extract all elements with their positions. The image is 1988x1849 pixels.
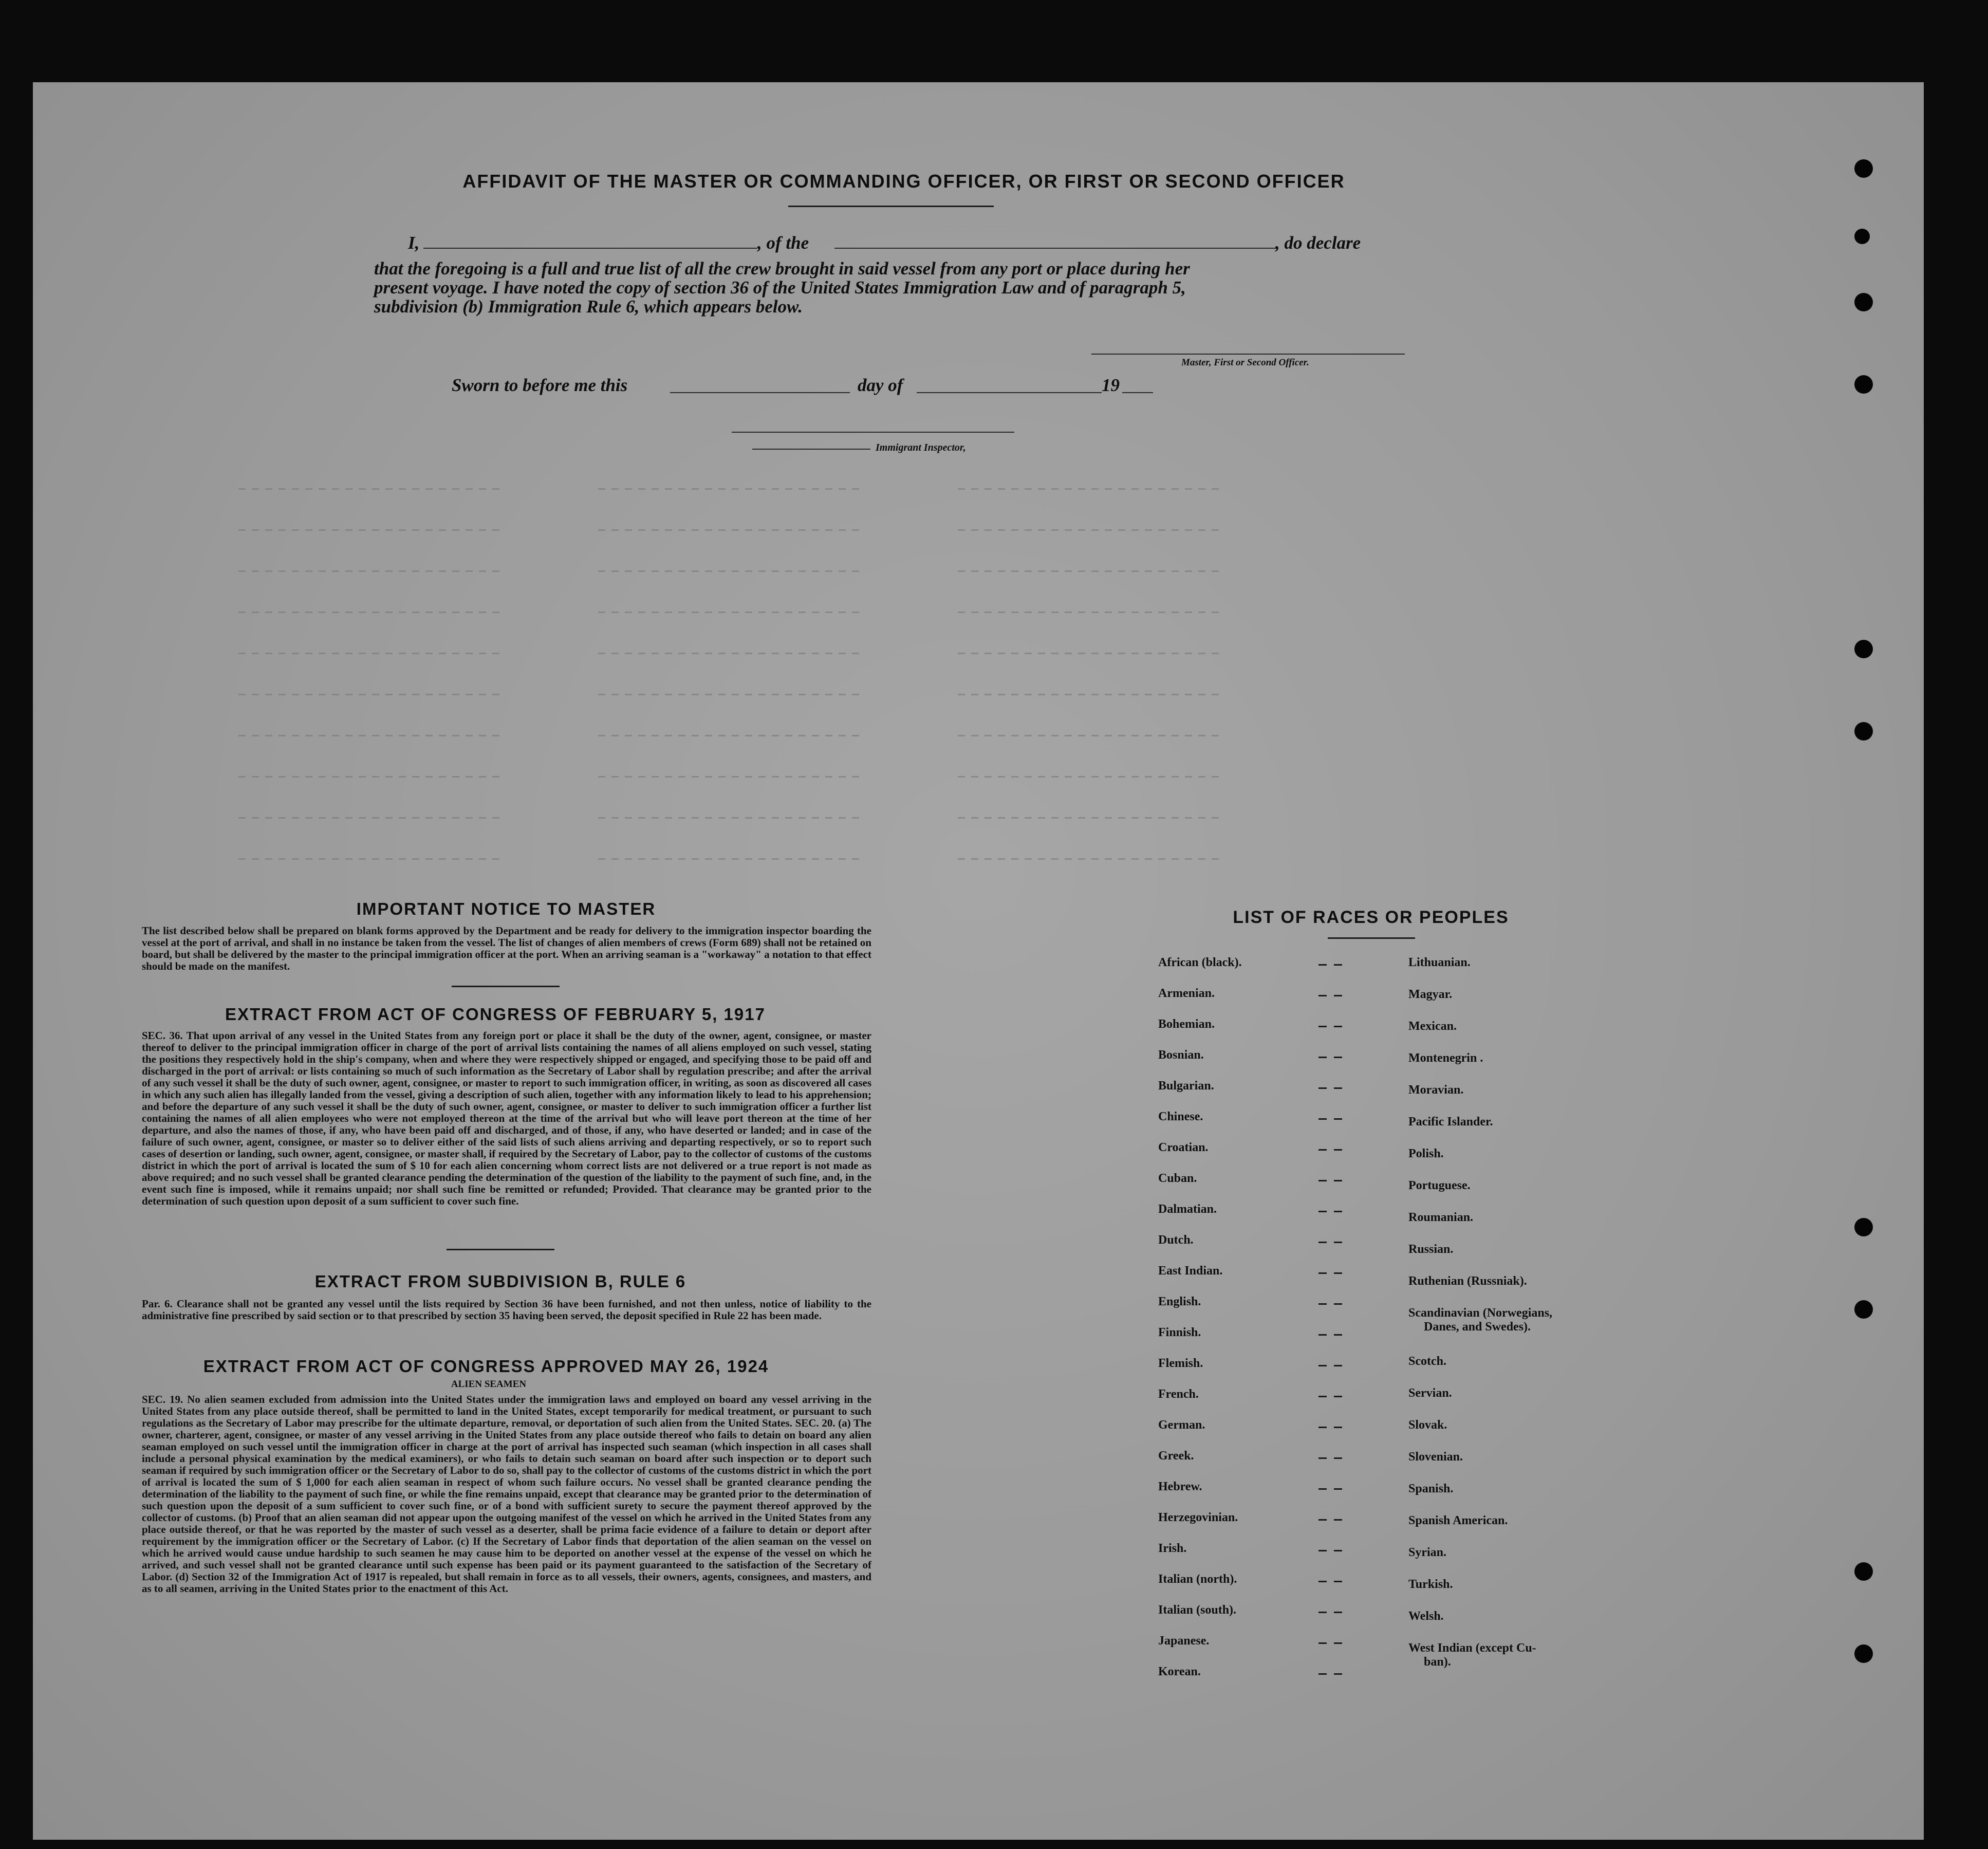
race-right-label: Spanish.: [1408, 1482, 1454, 1495]
bleed-through-row: [238, 488, 506, 490]
bleed-through-row: [598, 735, 865, 736]
extract-1924-title: EXTRACT FROM ACT OF CONGRESS APPROVED MAY 26, 1924: [203, 1357, 769, 1376]
bleed-through-row: [238, 694, 506, 695]
race-right-item: [1408, 1243, 1453, 1256]
race-left-dash: [1318, 964, 1347, 966]
race-right-label: Pacific Islander.: [1408, 1115, 1493, 1129]
race-left-dash: [1318, 1026, 1347, 1027]
race-right-item: [1408, 1514, 1508, 1528]
race-right-item: [1408, 1306, 1552, 1334]
race-left-item: Croatian.: [1158, 1141, 1209, 1154]
race-right-label: Magyar.: [1408, 988, 1453, 1001]
race-left-item: African (black).: [1158, 956, 1242, 969]
race-right-item: [1408, 1020, 1457, 1033]
punch-hole: [1854, 1644, 1873, 1663]
race-right-item: [1408, 1610, 1444, 1623]
punch-hole: [1854, 722, 1873, 741]
race-right-item: [1408, 1274, 1527, 1288]
bleed-through-row: [598, 858, 865, 860]
race-right-item: [1408, 1211, 1473, 1225]
race-left-item: Finnish.: [1158, 1326, 1201, 1339]
race-left-dash: [1318, 1673, 1347, 1675]
extract-1917-divider: [447, 1249, 554, 1250]
race-right-item: [1408, 1482, 1453, 1496]
races-underline: [1328, 937, 1415, 939]
punch-hole: [1854, 640, 1873, 658]
race-right-item: [1408, 1386, 1452, 1400]
race-left-item: Bosnian.: [1158, 1048, 1204, 1062]
bleed-through-row: [238, 776, 506, 778]
race-left-item: Dalmatian.: [1158, 1203, 1217, 1216]
race-right-label: Polish.: [1408, 1147, 1444, 1160]
bleed-through-row: [238, 529, 506, 531]
race-right-item: [1408, 1546, 1446, 1560]
extract-1917-title: EXTRACT FROM ACT OF CONGRESS OF FEBRUARY 5, 1917: [225, 1005, 766, 1024]
race-right-label: Portuguese.: [1408, 1179, 1471, 1192]
bleed-through-row: [238, 653, 506, 654]
notice-title: IMPORTANT NOTICE TO MASTER: [356, 899, 656, 918]
race-right-label: Scotch.: [1408, 1355, 1446, 1368]
race-right-item: [1408, 1147, 1444, 1161]
bleed-through-row: [598, 570, 865, 572]
race-right-label: Slovenian.: [1408, 1450, 1463, 1464]
race-right-label: Mexican.: [1408, 1020, 1457, 1033]
race-left-dash: [1318, 1118, 1347, 1120]
race-left-item: Dutch.: [1158, 1233, 1194, 1247]
sworn-month-line[interactable]: [917, 392, 1102, 393]
bleed-through-row: [598, 776, 865, 778]
extract-1924-text: SEC. 19. No alien seamen excluded from admission into the United States under the immigration laws and employed on board any vessel arriving in the United States from any place outside thereof, shall be permitted to land in the United States, except temporarily for medical treatment, or pursuant to such regulations as the Secretary of Labor may prescribe for the ultimate departure, removal, or deportation of such alien from the United States. SEC. 20. (a) The owner, charterer, agent, consignee, or master of any vessel arriving in the United States from any place outside thereof who fails to detain on board any alien seaman employed on such vessel until the immigration officer in charge at the port of arrival has inspected such seaman (which inspection in all cases shall include a personal physical examination by the medical examiners), or who fails to detain such seaman on board after such inspection or to deport such seaman if required by such immigration officer or the Secretary of Labor to do so, shall pay to the collector of customs of the customs district in which the port of arrival is located the sum of $ 1,000 for each alien seaman in respect of whom such failure occurs. No vessel shall be granted clearance pending the determination of the liability to the payment of such fine, or while the fine remains unpaid, except that clearance may be granted prior to the determination of such question upon the deposit of a sum sufficient to cover such fine, or of a bond with sufficient surety to secure the payment thereof approved by the collector of customs. (b) Proof that an alien seaman did not appear upon the outgoing manifest of the vessel on which he arrived in the United States from any place outside thereof, or that he was reported by the master of such vessel as a deserter, shall be prima facie evidence of a failure to detain or deport after requirement by the immigration officer or the Secretary of Labor. (c) If the Secretary of Labor finds that deportation of the alien seaman on the vessel on which he arrived would cause undue hardship to such seamen he may cause him to be deported on another vessel at the expense of the vessel on which he arrived, and such vessel shall not be granted clearance until such expense has been paid or its payment guaranteed to the satisfaction of the Secretary of Labor. (d) Section 32 of the Immigration Act of 1917 is repealed, but shall remain in force as to all vessels, their owners, agents, consignees, and masters, and as to all seamen, arriving in the United States prior to the enactment of this Act.: [142, 1393, 871, 1595]
race-left-item: Bulgarian.: [1158, 1079, 1214, 1093]
bleed-through-row: [958, 653, 1225, 654]
race-left-item: Chinese.: [1158, 1110, 1203, 1123]
race-right-item: [1408, 1578, 1453, 1592]
notice-text: The list described below shall be prepared on blank forms approved by the Department and be ready for delivery to the immigration inspector boarding the vessel at the port of arrival, and shall in no instance be taken from the vessel. The list of changes of alien members of crews (Form 689) shall not be retained on board, but shall be delivered by the master to the principal immigration officer at the port. When an arriving seaman is a "workaway" a notation to that effect should be made on the manifest.: [142, 924, 871, 972]
declaration-do-declare: , do declare: [1275, 233, 1361, 253]
sworn-year: 19: [1102, 375, 1120, 395]
race-left-dash: [1318, 1303, 1347, 1305]
race-right-label: Lithuanian.: [1408, 956, 1471, 969]
signature-line[interactable]: [1091, 354, 1405, 355]
race-left-item: Cuban.: [1158, 1172, 1197, 1185]
race-left-dash: [1318, 1365, 1347, 1366]
punch-hole: [1854, 1218, 1873, 1236]
inspector-signature-line[interactable]: [732, 432, 1014, 433]
bleed-through-row: [238, 858, 506, 860]
race-left-dash: [1318, 1272, 1347, 1274]
race-right-label: Scandinavian (Norwegians,: [1408, 1306, 1553, 1320]
race-right-label: Montenegrin .: [1408, 1051, 1483, 1065]
races-title: LIST OF RACES OR PEOPLES: [1233, 908, 1509, 927]
race-left-dash: [1318, 1427, 1347, 1428]
race-left-item: Italian (south).: [1158, 1603, 1237, 1617]
vessel-field-line[interactable]: [834, 248, 1276, 249]
race-left-dash: [1318, 1334, 1347, 1336]
bleed-through-row: [958, 858, 1225, 860]
race-left-item: Hebrew.: [1158, 1480, 1202, 1493]
race-right-label: West Indian (except Cu-: [1408, 1641, 1536, 1655]
document-sheet: [33, 82, 1924, 1840]
race-right-label: Moravian.: [1408, 1083, 1464, 1097]
race-right-label-continued: Danes, and Swedes).: [1424, 1320, 1531, 1334]
rule6-title: EXTRACT FROM SUBDIVISION B, RULE 6: [314, 1272, 686, 1291]
bleed-through-row: [958, 776, 1225, 778]
race-left-item: Flemish.: [1158, 1357, 1203, 1370]
race-left-item: French.: [1158, 1388, 1199, 1401]
race-left-dash: [1318, 1057, 1347, 1058]
bleed-through-row: [238, 735, 506, 736]
bleed-through-row: [958, 488, 1225, 490]
race-left-item: Irish.: [1158, 1542, 1187, 1555]
bleed-through-row: [598, 817, 865, 819]
race-left-dash: [1318, 1550, 1347, 1551]
race-right-label: Ruthenian (Russniak).: [1408, 1274, 1527, 1288]
race-left-item: Greek.: [1158, 1449, 1194, 1463]
sworn-day-of: day of: [858, 375, 903, 395]
race-right-item: [1408, 1115, 1493, 1129]
race-left-item: Japanese.: [1158, 1634, 1210, 1648]
name-field-line[interactable]: [423, 248, 757, 249]
sworn-text: Sworn to before me this: [452, 375, 628, 395]
notice-divider: [452, 986, 560, 987]
punch-hole: [1854, 293, 1873, 311]
race-right-label-continued: ban).: [1424, 1655, 1451, 1669]
race-right-label: Roumanian.: [1408, 1211, 1474, 1224]
punch-hole: [1854, 1562, 1873, 1581]
race-left-dash: [1318, 1457, 1347, 1459]
race-left-item: Bohemian.: [1158, 1018, 1215, 1031]
race-right-item: [1408, 1418, 1447, 1432]
race-right-item: [1408, 988, 1452, 1002]
bleed-through-row: [598, 653, 865, 654]
inspector-prefix-line[interactable]: [752, 449, 870, 450]
race-right-label: Syrian.: [1408, 1546, 1447, 1559]
declaration-line-3: present voyage. I have noted the copy of section 36 of the United States Immigration Law and of paragraph 5,: [374, 278, 1186, 298]
race-left-dash: [1318, 1087, 1347, 1089]
race-left-dash: [1318, 1581, 1347, 1582]
rule6-text: Par. 6. Clearance shall not be granted any vessel until the lists required by Section 36 have been furnished, and not then unless, notice of liability to the administrative fine prescribed by said section or to that prescribed by section 35 having been served, the deposit specified in Rule 22 has been made.: [142, 1298, 871, 1322]
race-left-item: Italian (north).: [1158, 1573, 1237, 1586]
race-right-item: [1408, 1641, 1536, 1669]
race-right-item: [1408, 1179, 1471, 1193]
race-right-label: Spanish American.: [1408, 1514, 1508, 1527]
declaration-i: I,: [408, 233, 420, 253]
race-right-label: Russian.: [1408, 1243, 1454, 1256]
bleed-through-row: [958, 529, 1225, 531]
bleed-through-row: [958, 694, 1225, 695]
race-left-dash: [1318, 1149, 1347, 1151]
bleed-through-row: [958, 735, 1225, 736]
bleed-through-row: [598, 488, 865, 490]
race-left-item: English.: [1158, 1295, 1201, 1308]
race-left-dash: [1318, 1180, 1347, 1181]
bleed-through-row: [238, 570, 506, 572]
title-underline: [788, 206, 994, 207]
race-right-label: Welsh.: [1408, 1610, 1444, 1623]
inspector-label: Immigrant Inspector,: [876, 442, 966, 453]
race-left-dash: [1318, 995, 1347, 996]
race-left-item: Herzegovinian.: [1158, 1511, 1238, 1524]
punch-hole: [1854, 375, 1873, 394]
sworn-year-line[interactable]: [1122, 392, 1153, 393]
affidavit-title: AFFIDAVIT OF THE MASTER OR COMMANDING OFFICER, OR FIRST OR SECOND OFFICER: [462, 171, 1345, 192]
race-right-label: Slovak.: [1408, 1418, 1447, 1432]
bleed-through-row: [238, 612, 506, 613]
declaration-of-the: , of the: [757, 233, 809, 253]
bleed-through-row: [958, 817, 1225, 819]
race-right-label: Servian.: [1408, 1386, 1452, 1400]
bleed-through-row: [598, 694, 865, 695]
race-left-dash: [1318, 1642, 1347, 1644]
race-left-dash: [1318, 1612, 1347, 1613]
race-right-item: [1408, 1355, 1446, 1369]
race-left-dash: [1318, 1488, 1347, 1490]
bleed-through-row: [598, 529, 865, 531]
race-right-item: [1408, 956, 1471, 970]
race-right-label: Turkish.: [1408, 1578, 1453, 1591]
bleed-through-row: [958, 570, 1225, 572]
race-left-dash: [1318, 1242, 1347, 1243]
race-left-item: East Indian.: [1158, 1264, 1223, 1278]
race-right-item: [1408, 1051, 1483, 1065]
declaration-line-2: that the foregoing is a full and true list of all the crew brought in said vessel from any port or place during her: [374, 258, 1190, 279]
race-left-dash: [1318, 1396, 1347, 1397]
bleed-through-row: [598, 612, 865, 613]
race-left-item: Armenian.: [1158, 987, 1215, 1000]
race-left-item: German.: [1158, 1418, 1205, 1432]
race-left-item: Korean.: [1158, 1665, 1201, 1678]
punch-hole: [1854, 159, 1873, 178]
bleed-through-row: [238, 817, 506, 819]
declaration-line-4: subdivision (b) Immigration Rule 6, which appears below.: [374, 297, 803, 317]
extract-1917-text: SEC. 36. That upon arrival of any vessel in the United States from any foreign port or place it shall be the duty of the owner, agent, consignee, or master thereof to deliver to the principal immigration officer in charge of the port of arrival lists containing the names of all aliens employed on such vessel, stating the positions they respectively hold in the ship's company, when and where they were respectively shipped or engaged, and specifying those to be paid off and discharged in the port of arrival: or lists containing so much of such information as the Secretary of Labor shall by regulation prescribe; and after the arrival of any such vessel it shall be the duty of such owner, agent, consignee, or master to report to such immigration officer, in writing, as soon as discovered all cases in which any such alien has illegally landed from the vessel, giving a description of such alien, together with any information likely to lead to his apprehension; and before the departure of any such vessel it shall be the duty of such owner, agent, consignee, or master to deliver to such immigration officer a further list containing the names of all alien employees who were not employed thereon at the time of the arrival but who will leave port thereon at the time of her departure, and also the names of those, if any, who have been paid off and discharged, and of those, if any, who have deserted or landed; and in case of the failure of such owner, agent, consignee, or master so to deliver either of the said lists of such aliens arriving and departing respectively, or so to report such cases of desertion or landing, such owner, agent, consignee, or master shall, if required by the Secretary of Labor, pay to the collector of customs of the customs district in which the port of arrival is located the sum of $ 10 for each alien concerning whom correct lists are not delivered or a true report is not made as above required; and no such vessel shall be granted clearance pending the determination of the question of the liability to the payment of such fine, and, in the event such fine is imposed, while it remains unpaid; nor shall such fine be remitted or refunded; Provided. That clearance may be granted prior to the determination of such question upon deposit of a sum sufficient to cover such fine.: [142, 1029, 871, 1207]
bleed-through-row: [958, 612, 1225, 613]
race-left-dash: [1318, 1211, 1347, 1212]
race-left-dash: [1318, 1519, 1347, 1521]
race-right-item: [1408, 1450, 1463, 1464]
extract-1924-subtitle: ALIEN SEAMEN: [451, 1379, 527, 1390]
sworn-day-line[interactable]: [670, 392, 850, 393]
punch-hole: [1854, 1300, 1873, 1319]
punch-hole: [1854, 229, 1870, 244]
race-right-item: [1408, 1083, 1463, 1097]
signature-label: Master, First or Second Officer.: [1181, 357, 1309, 368]
